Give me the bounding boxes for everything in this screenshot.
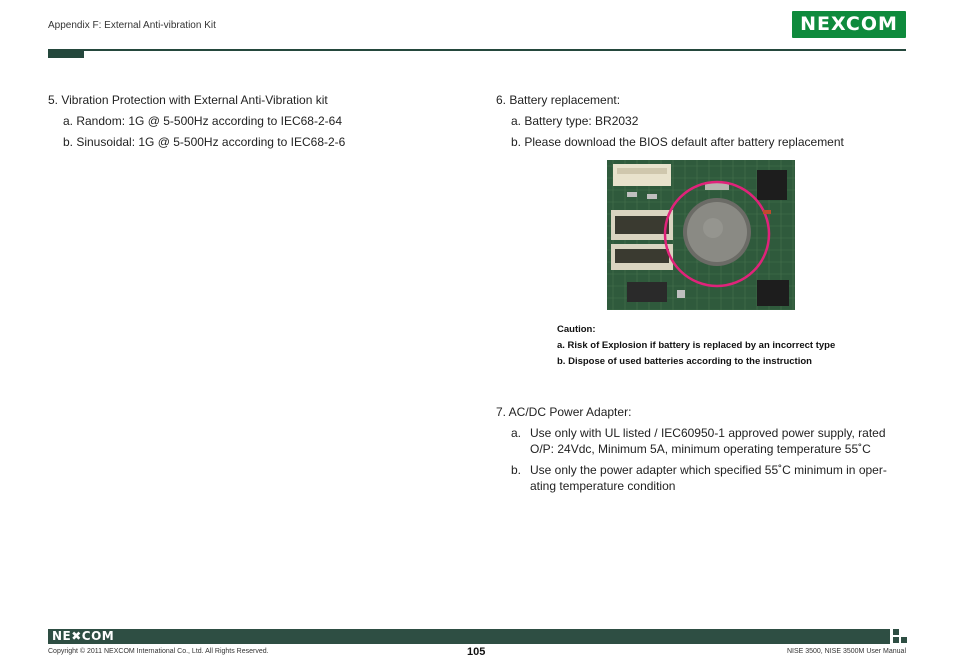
item5-sinusoidal: b. Sinusoidal: 1G @ 5-500Hz according to IEC68-2-6 [63,135,346,149]
header-rule [48,49,906,51]
footer-logo: NE✖COM [52,629,115,643]
item6-battery-type: a. Battery type: BR2032 [511,114,639,128]
item5-title: 5. Vibration Protection with External Anti-Vibration kit [48,93,328,107]
footer-copyright: Copyright © 2011 NEXCOM International Co., Ltd. All Rights Reserved. [48,648,269,655]
item7-title: 7. AC/DC Power Adapter: [496,405,632,419]
caution-title: Caution: [557,324,596,335]
footer-manual-title: NISE 3500, NISE 3500M User Manual [786,648,906,655]
footer-square-3 [901,637,907,643]
item7-b-marker: b. [511,463,522,477]
footer-square-2 [893,637,899,643]
item6-bios-note: b. Please download the BIOS default after battery replacement [511,135,844,149]
item5-random: a. Random: 1G @ 5-500Hz according to IEC68-2-64 [63,114,342,128]
footer-bar [48,629,890,644]
item6-title: 6. Battery replacement: [496,93,621,107]
caution-item-a: a. Risk of Explosion if battery is replaced by an incorrect type [557,340,836,351]
item7-a-text: Use only with UL listed / IEC60950-1 approved power supply, rated O/P: 24Vdc, Minimum 5A, minimum operating temperature 55˚C [530,426,886,456]
caution-item-b: b. Dispose of used batteries according to the instruction [557,356,812,367]
item7-a-marker: a. [511,426,522,440]
footer-square-1 [893,629,899,635]
header-rule-tab [48,49,84,58]
item7-b-text: Use only the power adapter which specified 55˚C minimum in oper-ating temperature condition [530,463,887,493]
battery-board-photo [607,160,795,310]
nexcom-logo [792,11,906,38]
logo-text: NEXCOM [800,13,898,35]
page-number: 105 [467,646,486,658]
header-section-title: Appendix F: External Anti-vibration Kit [48,20,216,31]
